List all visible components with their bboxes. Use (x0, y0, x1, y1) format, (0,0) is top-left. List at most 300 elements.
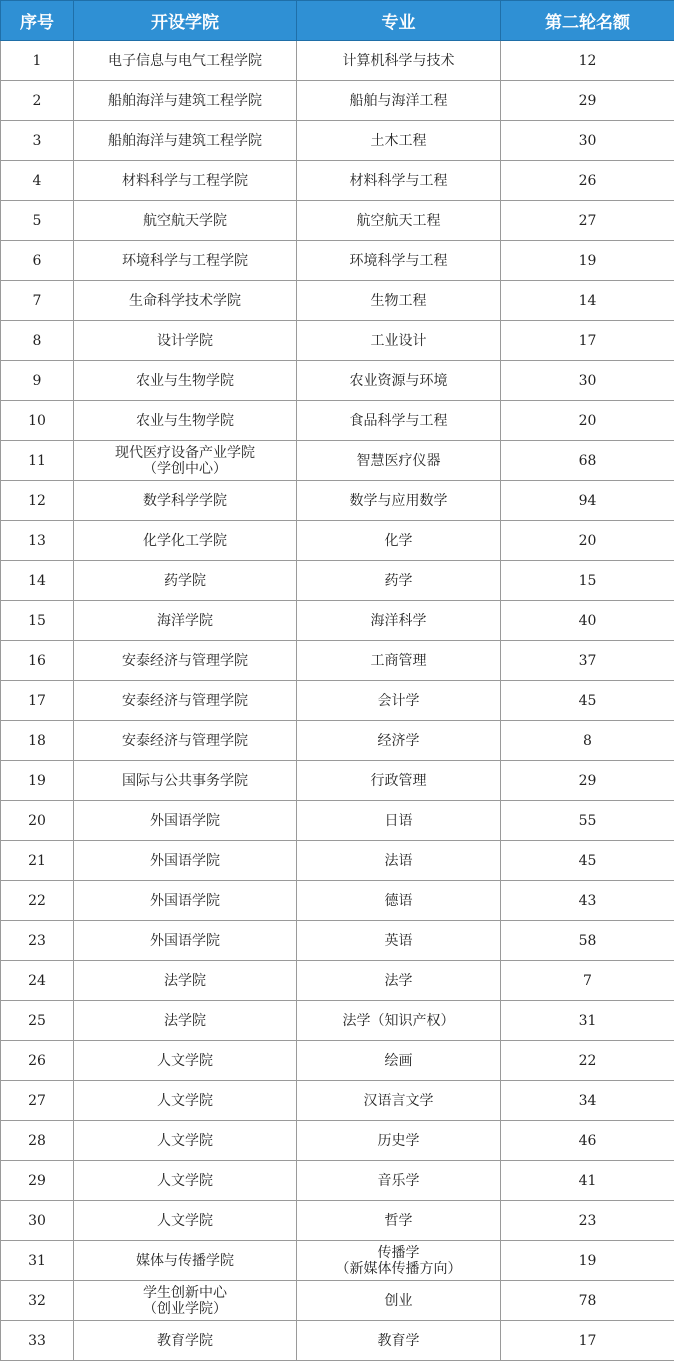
cell-quota-text: 58 (578, 932, 597, 949)
cell-index-text: 1 (32, 52, 42, 69)
cell-quota (501, 961, 674, 1001)
cell-index (1, 81, 74, 121)
table-row (1, 561, 674, 601)
cell-index (1, 921, 74, 961)
cell-major-text: 汉语言文学 (363, 1092, 434, 1109)
cell-major-text: 计算机科学与技术 (342, 52, 455, 69)
cell-college (74, 641, 297, 681)
cell-index-text: 24 (28, 972, 46, 989)
cell-index-text: 13 (28, 532, 46, 549)
table-row (1, 441, 674, 481)
cell-quota-text: 7 (583, 972, 592, 989)
cell-college-subtext: （创业学院） (143, 1300, 227, 1317)
cell-quota-text: 17 (578, 332, 597, 349)
cell-quota (501, 1201, 674, 1241)
cell-college-text: 法学院 (164, 972, 206, 989)
cell-index (1, 641, 74, 681)
cell-major (297, 1161, 501, 1201)
cell-index (1, 681, 74, 721)
cell-quota-text: 22 (578, 1052, 597, 1069)
cell-college-text: 航空航天学院 (143, 212, 227, 229)
cell-college (74, 1041, 297, 1081)
cell-quota (501, 481, 674, 521)
cell-index-text: 11 (28, 452, 46, 469)
cell-college (74, 1321, 297, 1361)
table-row (1, 961, 674, 1001)
cell-college-text: 生命科学技术学院 (129, 292, 241, 309)
table-row (1, 281, 674, 321)
table-row (1, 521, 674, 561)
cell-major-text: 经济学 (377, 732, 420, 749)
cell-quota (501, 641, 674, 681)
cell-major-text: 食品科学与工程 (349, 412, 448, 429)
cell-quota (501, 561, 674, 601)
cell-index (1, 1201, 74, 1241)
cell-college-text: 人文学院 (157, 1212, 213, 1229)
cell-index-text: 3 (32, 132, 42, 149)
cell-index (1, 401, 74, 441)
cell-college-text: 化学化工学院 (143, 532, 227, 549)
cell-quota (501, 1281, 674, 1321)
cell-major (297, 441, 501, 481)
cell-major-text: 创业 (384, 1292, 413, 1309)
header-college: 开设学院 (74, 1, 297, 41)
cell-college-text: 安泰经济与管理学院 (122, 732, 248, 749)
cell-index (1, 321, 74, 361)
cell-quota (501, 841, 674, 881)
cell-major-text: 工商管理 (370, 652, 427, 669)
table-row (1, 601, 674, 641)
cell-college-text: 海洋学院 (157, 612, 213, 629)
cell-college (74, 961, 297, 1001)
cell-quota-text: 29 (578, 772, 597, 789)
cell-major (297, 881, 501, 921)
cell-index (1, 1241, 74, 1281)
cell-quota (501, 921, 674, 961)
cell-major-text: 船舶与海洋工程 (349, 92, 448, 109)
cell-major-text: 德语 (384, 892, 413, 909)
cell-index-text: 20 (28, 812, 46, 829)
cell-quota-text: 37 (578, 652, 597, 669)
cell-index-text: 6 (32, 252, 42, 269)
cell-college (74, 681, 297, 721)
header-row (1, 1, 674, 41)
cell-index (1, 1161, 74, 1201)
cell-quota (501, 161, 674, 201)
header-quota: 第二轮名额 (501, 1, 674, 41)
cell-major-text: 生物工程 (370, 292, 427, 309)
cell-index (1, 121, 74, 161)
cell-quota (501, 521, 674, 561)
cell-major (297, 761, 501, 801)
cell-major (297, 1281, 501, 1321)
cell-college-text: 安泰经济与管理学院 (122, 652, 248, 669)
cell-college (74, 601, 297, 641)
cell-college-text: 教育学院 (157, 1332, 213, 1349)
table-row (1, 841, 674, 881)
cell-college-text: 设计学院 (157, 332, 213, 349)
cell-major (297, 1001, 501, 1041)
cell-major (297, 681, 501, 721)
cell-quota (501, 281, 674, 321)
cell-college-text: 外国语学院 (150, 892, 220, 909)
cell-index-text: 15 (28, 612, 46, 629)
cell-college (74, 361, 297, 401)
cell-college-text: 数学科学学院 (143, 492, 227, 509)
cell-quota-text: 26 (578, 172, 597, 189)
table-row (1, 161, 674, 201)
cell-index-text: 5 (32, 212, 42, 229)
cell-major (297, 121, 501, 161)
cell-quota-text: 15 (578, 572, 597, 589)
cell-major (297, 1041, 501, 1081)
cell-index-text: 9 (32, 372, 42, 389)
cell-college (74, 521, 297, 561)
table-row (1, 1081, 674, 1121)
cell-quota (501, 401, 674, 441)
cell-major-text: 环境科学与工程 (349, 252, 448, 269)
cell-college (74, 881, 297, 921)
cell-quota-text: 20 (578, 412, 597, 429)
table-row (1, 121, 674, 161)
cell-index-text: 22 (28, 892, 46, 909)
cell-college (74, 81, 297, 121)
cell-quota-text: 8 (583, 732, 592, 749)
cell-quota (501, 1241, 674, 1281)
cell-index-text: 4 (32, 172, 42, 189)
cell-index (1, 161, 74, 201)
cell-quota (501, 1001, 674, 1041)
cell-quota (501, 441, 674, 481)
cell-index-text: 23 (28, 932, 46, 949)
cell-quota-text: 14 (578, 292, 597, 309)
cell-index-text: 25 (28, 1012, 46, 1029)
cell-index-text: 7 (32, 292, 42, 309)
cell-quota-text: 31 (578, 1012, 597, 1029)
cell-quota (501, 121, 674, 161)
table-row (1, 361, 674, 401)
cell-major-text: 音乐学 (377, 1172, 420, 1189)
cell-major (297, 1121, 501, 1161)
cell-index-text: 16 (28, 652, 46, 669)
cell-major (297, 521, 501, 561)
cell-college-text: 法学院 (164, 1012, 206, 1029)
table-row (1, 801, 674, 841)
cell-major-text: 传播学 (377, 1244, 420, 1261)
cell-index (1, 1041, 74, 1081)
cell-index-text: 30 (28, 1212, 46, 1229)
cell-index-text: 19 (28, 772, 46, 789)
cell-major-text: 农业资源与环境 (349, 372, 448, 389)
table-row (1, 1041, 674, 1081)
cell-index (1, 1281, 74, 1321)
table-row (1, 201, 674, 241)
cell-college-text: 现代医疗设备产业学院 (115, 444, 255, 461)
cell-college-text: 学生创新中心 (143, 1284, 227, 1301)
table-row (1, 1161, 674, 1201)
cell-quota (501, 81, 674, 121)
table-row (1, 721, 674, 761)
cell-major-text: 化学 (384, 532, 413, 549)
cell-college (74, 1281, 297, 1321)
cell-quota-text: 20 (578, 532, 597, 549)
cell-major-text: 会计学 (377, 692, 420, 709)
cell-index-text: 2 (32, 92, 42, 109)
cell-index (1, 241, 74, 281)
cell-major (297, 1081, 501, 1121)
cell-index-text: 26 (28, 1052, 46, 1069)
table-row (1, 1281, 674, 1321)
cell-quota (501, 601, 674, 641)
cell-major (297, 961, 501, 1001)
cell-index (1, 841, 74, 881)
cell-index (1, 881, 74, 921)
cell-quota-text: 43 (578, 892, 597, 909)
cell-major-text: 工业设计 (370, 332, 427, 349)
table-row (1, 641, 674, 681)
cell-major (297, 241, 501, 281)
cell-college-text: 安泰经济与管理学院 (122, 692, 248, 709)
cell-quota (501, 201, 674, 241)
cell-major (297, 201, 501, 241)
cell-college-text: 农业与生物学院 (136, 412, 234, 429)
cell-quota (501, 361, 674, 401)
cell-index-text: 12 (28, 492, 46, 509)
cell-major (297, 721, 501, 761)
cell-college (74, 321, 297, 361)
cell-major (297, 1201, 501, 1241)
cell-major (297, 841, 501, 881)
cell-quota (501, 1041, 674, 1081)
cell-college-text: 船舶海洋与建筑工程学院 (108, 92, 262, 109)
cell-college (74, 1081, 297, 1121)
cell-quota-text: 41 (578, 1172, 597, 1189)
cell-major (297, 361, 501, 401)
cell-major-text: 日语 (384, 812, 413, 829)
cell-index-text: 29 (28, 1172, 46, 1189)
cell-quota (501, 1321, 674, 1361)
cell-college-text: 材料科学与工程学院 (122, 172, 248, 189)
cell-index (1, 521, 74, 561)
cell-college (74, 441, 297, 481)
cell-index (1, 961, 74, 1001)
cell-index (1, 1321, 74, 1361)
table-row (1, 81, 674, 121)
cell-college-text: 人文学院 (157, 1172, 213, 1189)
header-major: 专业 (297, 1, 501, 41)
cell-major (297, 1321, 501, 1361)
cell-major (297, 561, 501, 601)
cell-quota (501, 1121, 674, 1161)
table-row (1, 321, 674, 361)
cell-major-text: 智慧医疗仪器 (356, 452, 441, 469)
cell-major (297, 81, 501, 121)
table-body (1, 41, 674, 1361)
cell-major-subtext: （新媒体传播方向） (335, 1260, 462, 1277)
cell-index (1, 481, 74, 521)
table-row (1, 1201, 674, 1241)
cell-college (74, 1001, 297, 1041)
cell-college-text: 人文学院 (157, 1052, 213, 1069)
cell-college-text: 国际与公共事务学院 (122, 772, 248, 789)
cell-college (74, 1121, 297, 1161)
header-index: 序号 (1, 1, 74, 41)
cell-quota (501, 681, 674, 721)
cell-college (74, 1161, 297, 1201)
cell-quota-text: 45 (578, 852, 597, 869)
cell-index (1, 201, 74, 241)
cell-major-text: 行政管理 (370, 772, 427, 789)
cell-quota-text: 30 (578, 132, 597, 149)
cell-college (74, 1201, 297, 1241)
cell-college-text: 人文学院 (157, 1092, 213, 1109)
table-row (1, 1001, 674, 1041)
cell-quota-text: 68 (578, 452, 597, 469)
cell-major (297, 921, 501, 961)
cell-index (1, 441, 74, 481)
cell-quota (501, 41, 674, 81)
cell-major-text: 法语 (384, 852, 413, 869)
cell-index-text: 21 (28, 852, 46, 869)
cell-major (297, 641, 501, 681)
cell-major-text: 土木工程 (370, 132, 427, 149)
cell-college-text: 外国语学院 (150, 812, 220, 829)
cell-college (74, 241, 297, 281)
table-row (1, 881, 674, 921)
cell-college-text: 外国语学院 (150, 852, 220, 869)
cell-college (74, 281, 297, 321)
cell-major-text: 材料科学与工程 (349, 172, 448, 189)
cell-quota (501, 721, 674, 761)
cell-major-text: 哲学 (384, 1212, 413, 1229)
cell-major-text: 药学 (384, 572, 413, 589)
cell-major (297, 281, 501, 321)
cell-quota (501, 761, 674, 801)
table-row (1, 241, 674, 281)
cell-major-text: 数学与应用数学 (349, 492, 448, 509)
cell-quota-text: 29 (578, 92, 597, 109)
cell-college (74, 481, 297, 521)
cell-index-text: 18 (28, 732, 46, 749)
cell-quota-text: 94 (578, 492, 597, 509)
cell-quota (501, 1161, 674, 1201)
cell-quota (501, 241, 674, 281)
cell-college (74, 201, 297, 241)
cell-quota-text: 30 (578, 372, 597, 389)
cell-quota-text: 17 (578, 1332, 597, 1349)
cell-major-text: 海洋科学 (370, 612, 427, 629)
cell-index-text: 28 (28, 1132, 46, 1149)
cell-index (1, 361, 74, 401)
cell-index-text: 14 (28, 572, 46, 589)
cell-index (1, 601, 74, 641)
cell-major (297, 321, 501, 361)
cell-quota-text: 45 (578, 692, 597, 709)
cell-index (1, 761, 74, 801)
cell-college (74, 761, 297, 801)
cell-quota-text: 12 (578, 52, 597, 69)
cell-index (1, 801, 74, 841)
cell-quota (501, 881, 674, 921)
cell-index-text: 8 (32, 332, 42, 349)
cell-major (297, 401, 501, 441)
cell-quota-text: 27 (578, 212, 597, 229)
cell-college-text: 电子信息与电气工程学院 (108, 52, 262, 69)
cell-index (1, 561, 74, 601)
cell-college (74, 561, 297, 601)
cell-quota-text: 55 (578, 812, 597, 829)
cell-quota-text: 23 (578, 1212, 597, 1229)
cell-college-text: 环境科学与工程学院 (122, 252, 248, 269)
table-row (1, 1321, 674, 1361)
cell-index-text: 33 (28, 1332, 46, 1349)
cell-index (1, 721, 74, 761)
cell-index (1, 1001, 74, 1041)
cell-quota-text: 19 (578, 252, 597, 269)
table-row (1, 1121, 674, 1161)
cell-major-text: 航空航天工程 (356, 212, 441, 229)
cell-major (297, 801, 501, 841)
cell-major-text: 法学（知识产权） (342, 1012, 455, 1029)
cell-college-text: 药学院 (164, 572, 206, 589)
cell-college (74, 921, 297, 961)
cell-index-text: 27 (28, 1092, 46, 1109)
cell-quota-text: 34 (578, 1092, 597, 1109)
table-row (1, 41, 674, 81)
table-row (1, 681, 674, 721)
cell-college (74, 841, 297, 881)
table-row (1, 761, 674, 801)
cell-college (74, 121, 297, 161)
cell-index (1, 1121, 74, 1161)
cell-college (74, 401, 297, 441)
cell-major-text: 法学 (384, 972, 413, 989)
cell-college (74, 161, 297, 201)
cell-major (297, 41, 501, 81)
cell-college-text: 外国语学院 (150, 932, 220, 949)
cell-index-text: 10 (28, 412, 46, 429)
cell-major-text: 绘画 (384, 1052, 413, 1069)
cell-major (297, 481, 501, 521)
table-row (1, 1241, 674, 1281)
cell-college (74, 801, 297, 841)
cell-major-text: 历史学 (377, 1132, 420, 1149)
cell-college (74, 1241, 297, 1281)
table-row (1, 481, 674, 521)
cell-index-text: 32 (28, 1292, 46, 1309)
table-row (1, 401, 674, 441)
cell-index (1, 281, 74, 321)
cell-index (1, 1081, 74, 1121)
cell-major (297, 1241, 501, 1281)
cell-quota-text: 40 (578, 612, 597, 629)
cell-quota (501, 1081, 674, 1121)
cell-major (297, 161, 501, 201)
cell-college-text: 媒体与传播学院 (136, 1252, 234, 1269)
cell-college-text: 农业与生物学院 (136, 372, 234, 389)
cell-major-text: 英语 (384, 932, 413, 949)
cell-quota (501, 801, 674, 841)
cell-index-text: 17 (28, 692, 46, 709)
cell-college (74, 41, 297, 81)
table-row (1, 921, 674, 961)
cell-college-text: 船舶海洋与建筑工程学院 (108, 132, 262, 149)
cell-quota-text: 78 (578, 1292, 597, 1309)
cell-quota-text: 19 (578, 1252, 597, 1269)
cell-index (1, 41, 74, 81)
cell-index-text: 31 (28, 1252, 46, 1269)
cell-quota (501, 321, 674, 361)
